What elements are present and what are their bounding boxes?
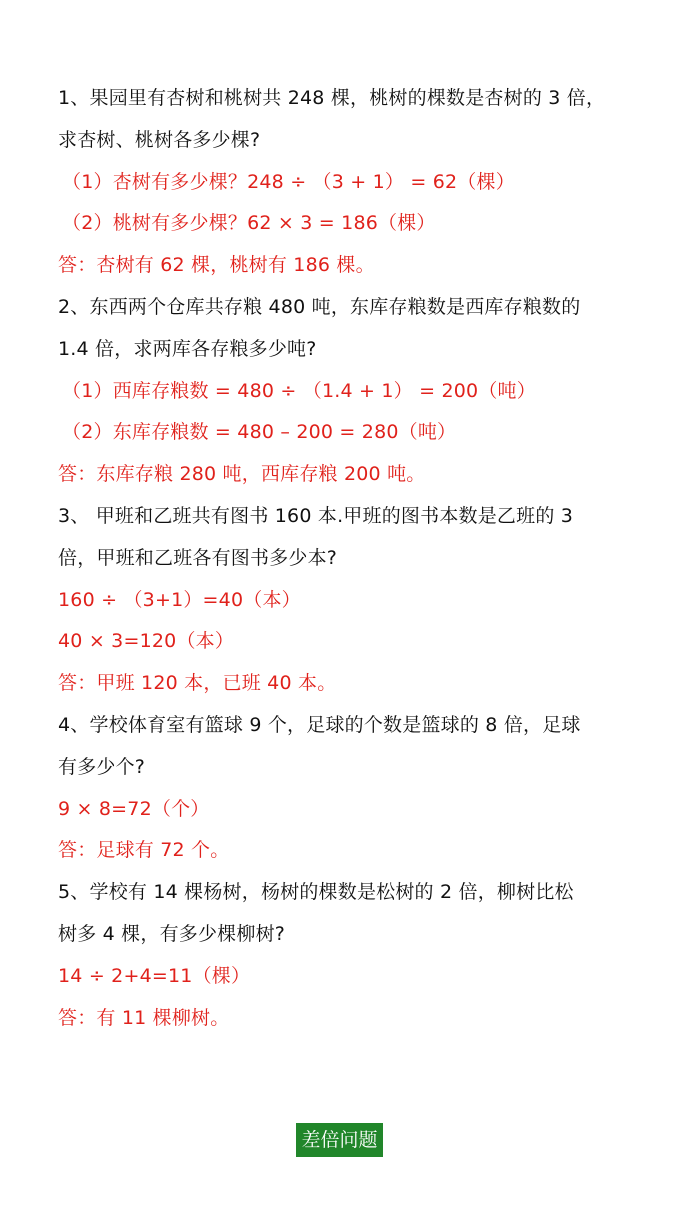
problem-3-question-line-1: 3、 甲班和乙班共有图书 160 本.甲班的图书本数是乙班的 3 [58, 504, 574, 527]
problem-4-step-1: 9 × 8=72（个） [58, 797, 210, 820]
problem-3-answer: 答：甲班 120 本，已班 40 本。 [58, 672, 337, 695]
problem-4-question-line-1: 4、学校体育室有篮球 9 个，足球的个数是篮球的 8 倍，足球 [58, 713, 581, 736]
problem-5-step-1: 14 ÷ 2+4=11（棵） [58, 964, 251, 987]
problem-1-question-line-2: 求杏树、桃树各多少棵? [58, 128, 261, 151]
problem-4-answer: 答：足球有 72 个。 [58, 839, 230, 862]
problem-1-question-line-1: 1、果园里有杏树和桃树共 248 棵，桃树的棵数是杏树的 3 倍， [58, 87, 606, 109]
problem-2-question-line-2: 1.4 倍，求两库各存粮多少吨? [58, 337, 317, 360]
problem-2-step-2: （2）东库存粮数 = 480 – 200 = 280（吨） [62, 421, 457, 444]
problem-3-step-2: 40 × 3=120（本） [58, 630, 235, 653]
problem-1-step-1: （1）杏树有多少棵？248 ÷ （3 + 1） = 62（棵） [62, 170, 515, 193]
topic-tag: 差倍问题 [296, 1123, 383, 1157]
problem-5-question-line-2: 树多 4 棵，有多少棵柳树? [58, 922, 286, 945]
problem-5-question-line-1: 5、学校有 14 棵杨树，杨树的棵数是松树的 2 倍，柳树比松 [58, 881, 574, 904]
problem-1-answer: 答：杏树有 62 棵，桃树有 186 棵。 [58, 254, 375, 277]
problem-2-answer: 答：东库存粮 280 吨，西库存粮 200 吨。 [58, 463, 426, 486]
problem-3-question-line-2: 倍，甲班和乙班各有图书多少本? [58, 546, 338, 569]
problem-2-question-line-1: 2、东西两个仓库共存粮 480 吨，东库存粮数是西库存粮数的 [58, 295, 581, 318]
problem-4-question-line-2: 有多少个? [58, 755, 146, 778]
problem-list [0, 78, 680, 1039]
problem-5-answer: 答：有 11 棵柳树。 [58, 1006, 230, 1029]
problem-3-step-1: 160 ÷ （3+1）=40（本） [58, 588, 301, 611]
problem-2-step-1: （1）西库存粮数 = 480 ÷ （1.4 + 1） = 200（吨） [62, 379, 536, 402]
problem-1-step-2: （2）桃树有多少棵？62 × 3 = 186（棵） [62, 212, 436, 235]
